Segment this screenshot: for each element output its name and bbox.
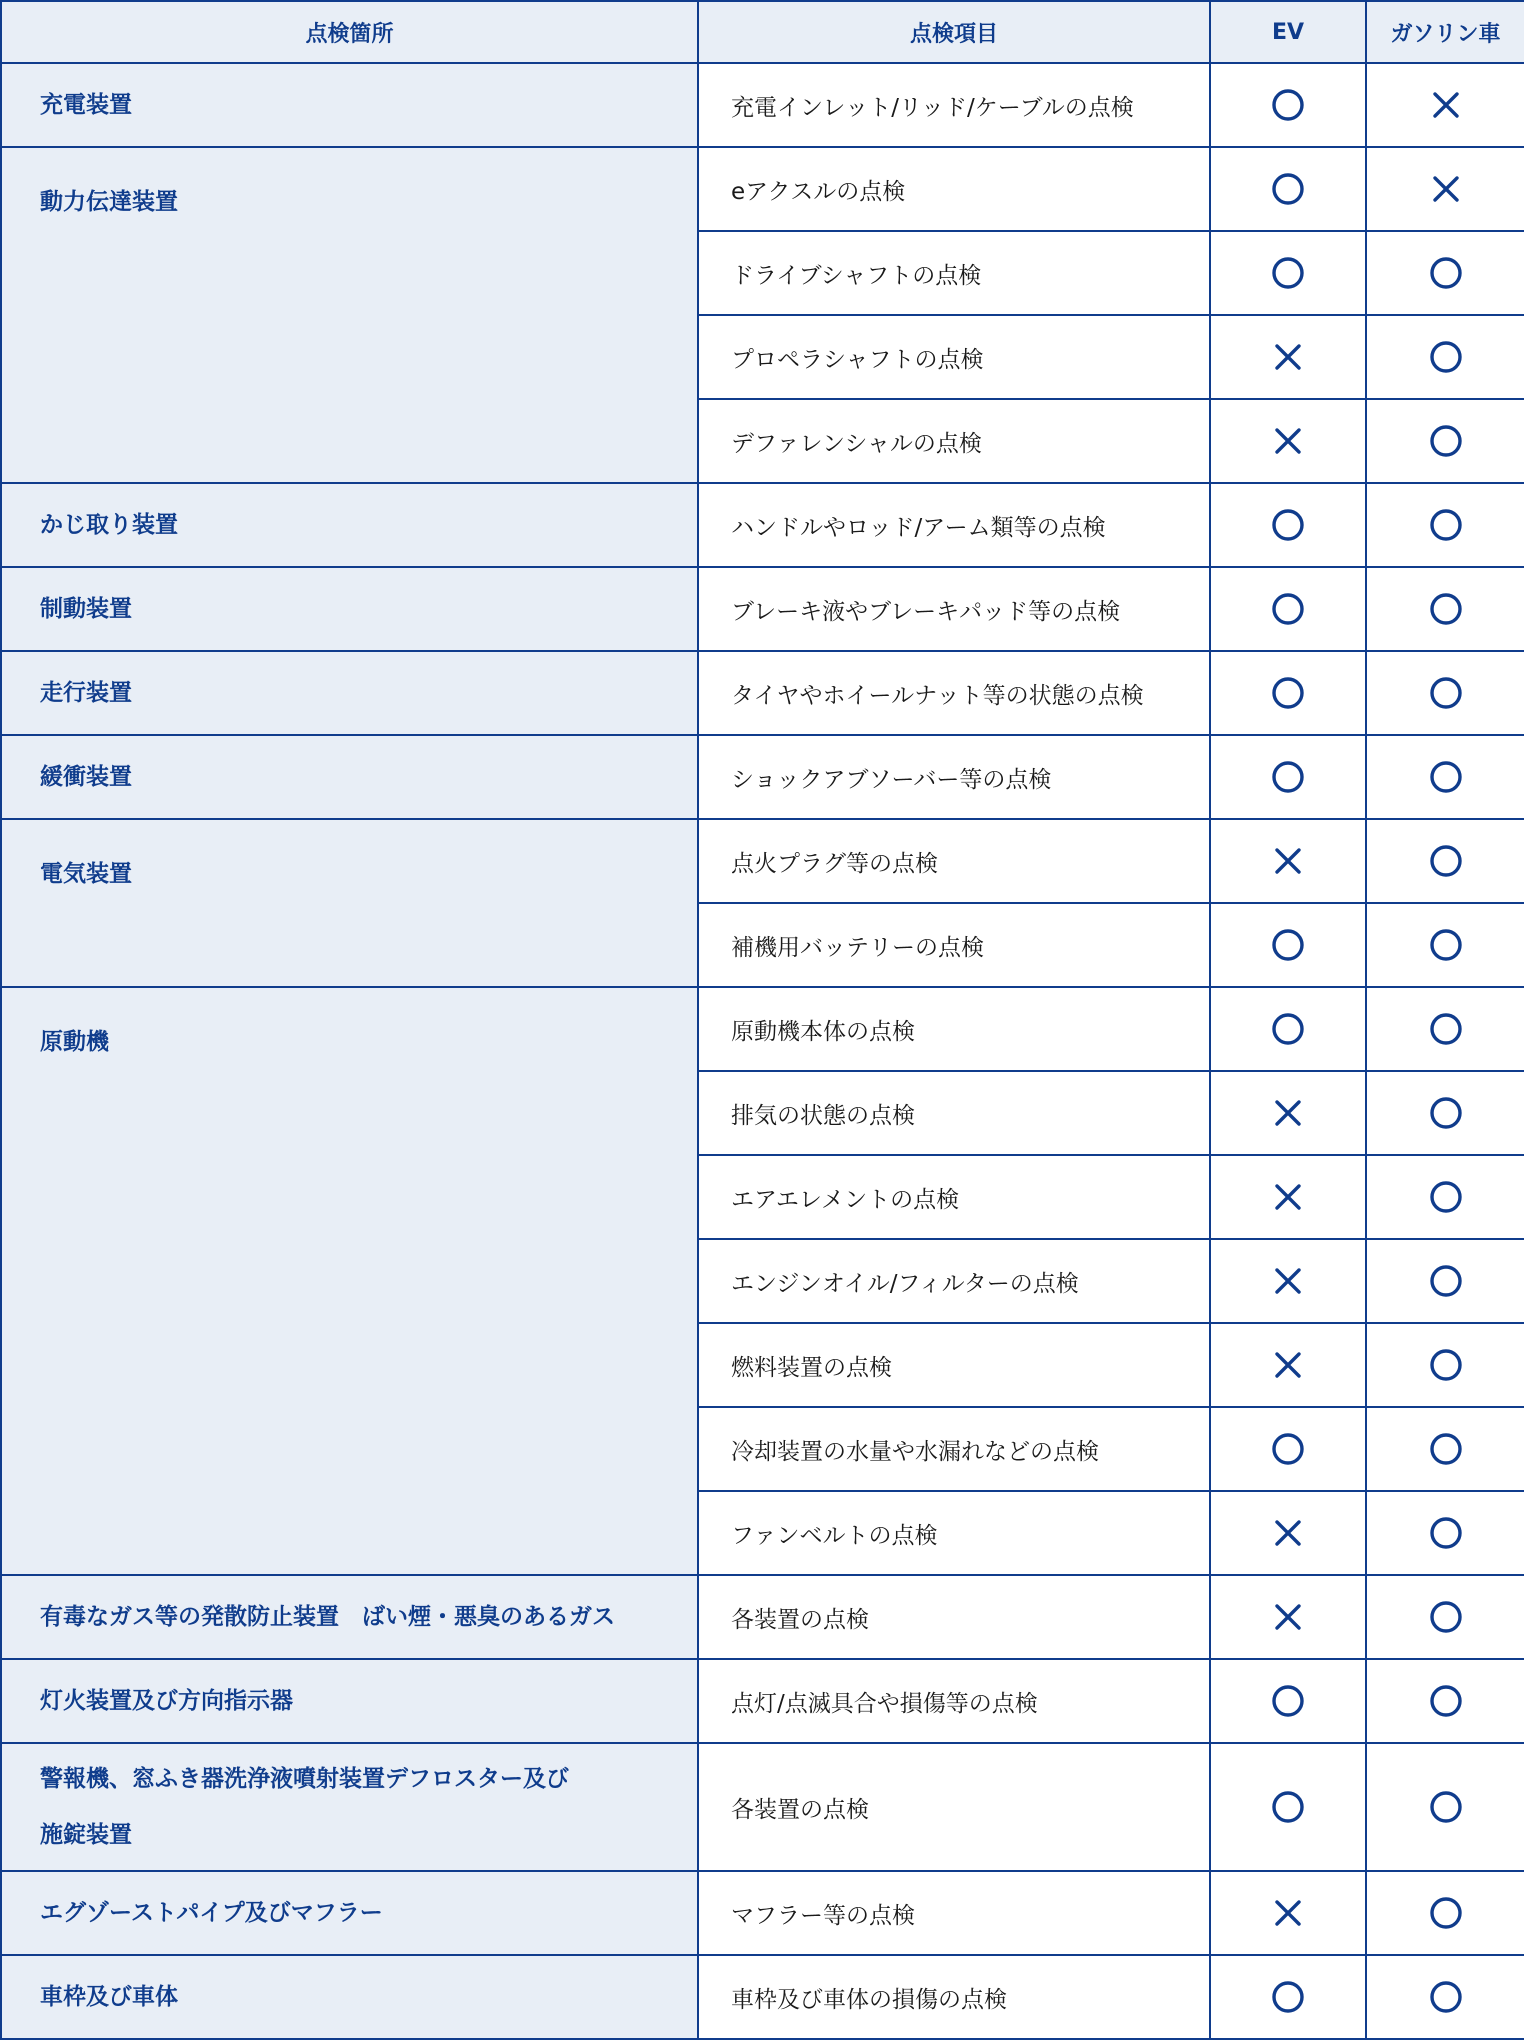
circle-icon (1429, 1516, 1463, 1550)
item-cell: デファレンシャルの点検 (698, 399, 1210, 483)
ev-cell (1210, 819, 1366, 903)
ev-cell (1210, 147, 1366, 231)
ev-cell (1210, 1071, 1366, 1155)
circle-icon (1429, 424, 1463, 458)
ev-cell (1210, 567, 1366, 651)
cross-icon (1271, 1348, 1305, 1382)
gasoline-cell (1366, 1955, 1524, 2039)
ev-cell (1210, 651, 1366, 735)
item-cell: エンジンオイル/フィルターの点検 (698, 1239, 1210, 1323)
circle-icon (1271, 1790, 1305, 1824)
item-cell: プロペラシャフトの点検 (698, 315, 1210, 399)
item-cell: 原動機本体の点検 (698, 987, 1210, 1071)
ev-cell (1210, 1239, 1366, 1323)
circle-icon (1271, 1012, 1305, 1046)
gasoline-cell (1366, 1323, 1524, 1407)
table-body (1, 63, 1524, 2039)
circle-icon (1429, 1432, 1463, 1466)
table-row (1, 819, 1524, 903)
item-cell: ショックアブソーバー等の点検 (698, 735, 1210, 819)
cross-icon (1271, 424, 1305, 458)
circle-icon (1429, 1096, 1463, 1130)
circle-icon (1429, 340, 1463, 374)
circle-icon (1271, 172, 1305, 206)
location-cell: 制動装置 (1, 567, 698, 651)
gasoline-cell (1366, 1407, 1524, 1491)
item-cell: 補機用バッテリーの点検 (698, 903, 1210, 987)
gasoline-cell (1366, 399, 1524, 483)
item-cell: ファンベルトの点検 (698, 1491, 1210, 1575)
location-cell: かじ取り装置 (1, 483, 698, 567)
header-gasoline: ガソリン車 (1366, 1, 1524, 63)
cross-icon (1271, 340, 1305, 374)
table-row (1, 1871, 1524, 1955)
ev-cell (1210, 1871, 1366, 1955)
circle-icon (1271, 1684, 1305, 1718)
gasoline-cell (1366, 63, 1524, 147)
cross-icon (1271, 1600, 1305, 1634)
table-row (1, 483, 1524, 567)
cross-icon (1271, 1264, 1305, 1298)
cross-icon (1271, 1096, 1305, 1130)
item-cell: 車枠及び車体の損傷の点検 (698, 1955, 1210, 2039)
gasoline-cell (1366, 1491, 1524, 1575)
item-cell: 各装置の点検 (698, 1575, 1210, 1659)
location-cell: 有毒なガス等の発散防止装置 ばい煙・悪臭のあるガス (1, 1575, 698, 1659)
gasoline-cell (1366, 231, 1524, 315)
location-cell: 車枠及び車体 (1, 1955, 698, 2039)
circle-icon (1429, 1600, 1463, 1634)
cross-icon (1271, 1180, 1305, 1214)
gasoline-cell (1366, 987, 1524, 1071)
gasoline-cell (1366, 1071, 1524, 1155)
circle-icon (1429, 1180, 1463, 1214)
circle-icon (1429, 592, 1463, 626)
table-header (1, 1, 1524, 63)
table-row (1, 1575, 1524, 1659)
item-cell: eアクスルの点検 (698, 147, 1210, 231)
item-cell: 充電インレット/リッド/ケーブルの点検 (698, 63, 1210, 147)
location-cell: 走行装置 (1, 651, 698, 735)
ev-cell (1210, 735, 1366, 819)
item-cell: 点火プラグ等の点検 (698, 819, 1210, 903)
item-cell: エアエレメントの点検 (698, 1155, 1210, 1239)
location-cell: エグゾーストパイプ及びマフラー (1, 1871, 698, 1955)
table-row (1, 987, 1524, 1071)
circle-icon (1429, 1264, 1463, 1298)
gasoline-cell (1366, 735, 1524, 819)
gasoline-cell (1366, 1575, 1524, 1659)
circle-icon (1429, 760, 1463, 794)
header-ev: EV (1210, 1, 1366, 63)
ev-cell (1210, 1743, 1366, 1871)
ev-cell (1210, 1955, 1366, 2039)
ev-cell (1210, 903, 1366, 987)
ev-cell (1210, 231, 1366, 315)
gasoline-cell (1366, 651, 1524, 735)
circle-icon (1271, 592, 1305, 626)
circle-icon (1429, 676, 1463, 710)
cross-icon (1271, 844, 1305, 878)
gasoline-cell (1366, 903, 1524, 987)
circle-icon (1429, 1684, 1463, 1718)
circle-icon (1429, 1896, 1463, 1930)
table-row (1, 1659, 1524, 1743)
circle-icon (1429, 1348, 1463, 1382)
item-cell: 排気の状態の点検 (698, 1071, 1210, 1155)
cross-icon (1271, 1896, 1305, 1930)
circle-icon (1271, 676, 1305, 710)
circle-icon (1429, 1790, 1463, 1824)
table-row (1, 63, 1524, 147)
circle-icon (1271, 88, 1305, 122)
circle-icon (1271, 1432, 1305, 1466)
item-cell: 点灯/点滅具合や損傷等の点検 (698, 1659, 1210, 1743)
item-cell: マフラー等の点検 (698, 1871, 1210, 1955)
location-cell: 充電装置 (1, 63, 698, 147)
location-line: 警報機、窓ふき器洗浄液噴射装置デフロスター及び (40, 1766, 569, 1792)
location-cell: 緩衝装置 (1, 735, 698, 819)
circle-icon (1429, 1980, 1463, 2014)
table-row (1, 735, 1524, 819)
ev-cell (1210, 63, 1366, 147)
ev-cell (1210, 483, 1366, 567)
ev-cell (1210, 1155, 1366, 1239)
circle-icon (1271, 256, 1305, 290)
circle-icon (1271, 508, 1305, 542)
circle-icon (1429, 256, 1463, 290)
header-row (1, 1, 1524, 63)
gasoline-cell (1366, 1155, 1524, 1239)
gasoline-cell (1366, 1239, 1524, 1323)
location-cell (1, 1743, 698, 1871)
location-line: 施錠装置 (40, 1822, 132, 1848)
item-cell: 燃料装置の点検 (698, 1323, 1210, 1407)
location-cell: 動力伝達装置 (1, 147, 698, 483)
header-location: 点検箇所 (1, 1, 698, 63)
item-cell: ブレーキ液やブレーキパッド等の点検 (698, 567, 1210, 651)
table-row (1, 651, 1524, 735)
circle-icon (1429, 508, 1463, 542)
gasoline-cell (1366, 1743, 1524, 1871)
item-cell: ハンドルやロッド/アーム類等の点検 (698, 483, 1210, 567)
cross-icon (1429, 172, 1463, 206)
gasoline-cell (1366, 147, 1524, 231)
circle-icon (1429, 844, 1463, 878)
table-row (1, 1743, 1524, 1871)
header-item: 点検項目 (698, 1, 1210, 63)
ev-cell (1210, 1407, 1366, 1491)
cross-icon (1271, 1516, 1305, 1550)
ev-cell (1210, 1491, 1366, 1575)
ev-cell (1210, 399, 1366, 483)
table-row (1, 147, 1524, 231)
gasoline-cell (1366, 1659, 1524, 1743)
item-cell: タイヤやホイールナット等の状態の点検 (698, 651, 1210, 735)
cross-icon (1429, 88, 1463, 122)
gasoline-cell (1366, 1871, 1524, 1955)
table-row (1, 1955, 1524, 2039)
gasoline-cell (1366, 315, 1524, 399)
gasoline-cell (1366, 819, 1524, 903)
location-cell: 灯火装置及び方向指示器 (1, 1659, 698, 1743)
circle-icon (1429, 928, 1463, 962)
circle-icon (1271, 1980, 1305, 2014)
ev-cell (1210, 987, 1366, 1071)
circle-icon (1429, 1012, 1463, 1046)
ev-cell (1210, 1323, 1366, 1407)
location-cell: 電気装置 (1, 819, 698, 987)
item-cell: ドライブシャフトの点検 (698, 231, 1210, 315)
circle-icon (1271, 760, 1305, 794)
ev-cell (1210, 315, 1366, 399)
ev-cell (1210, 1575, 1366, 1659)
item-cell: 各装置の点検 (698, 1743, 1210, 1871)
ev-cell (1210, 1659, 1366, 1743)
gasoline-cell (1366, 567, 1524, 651)
gasoline-cell (1366, 483, 1524, 567)
circle-icon (1271, 928, 1305, 962)
table-row (1, 567, 1524, 651)
item-cell: 冷却装置の水量や水漏れなどの点検 (698, 1407, 1210, 1491)
location-cell: 原動機 (1, 987, 698, 1575)
